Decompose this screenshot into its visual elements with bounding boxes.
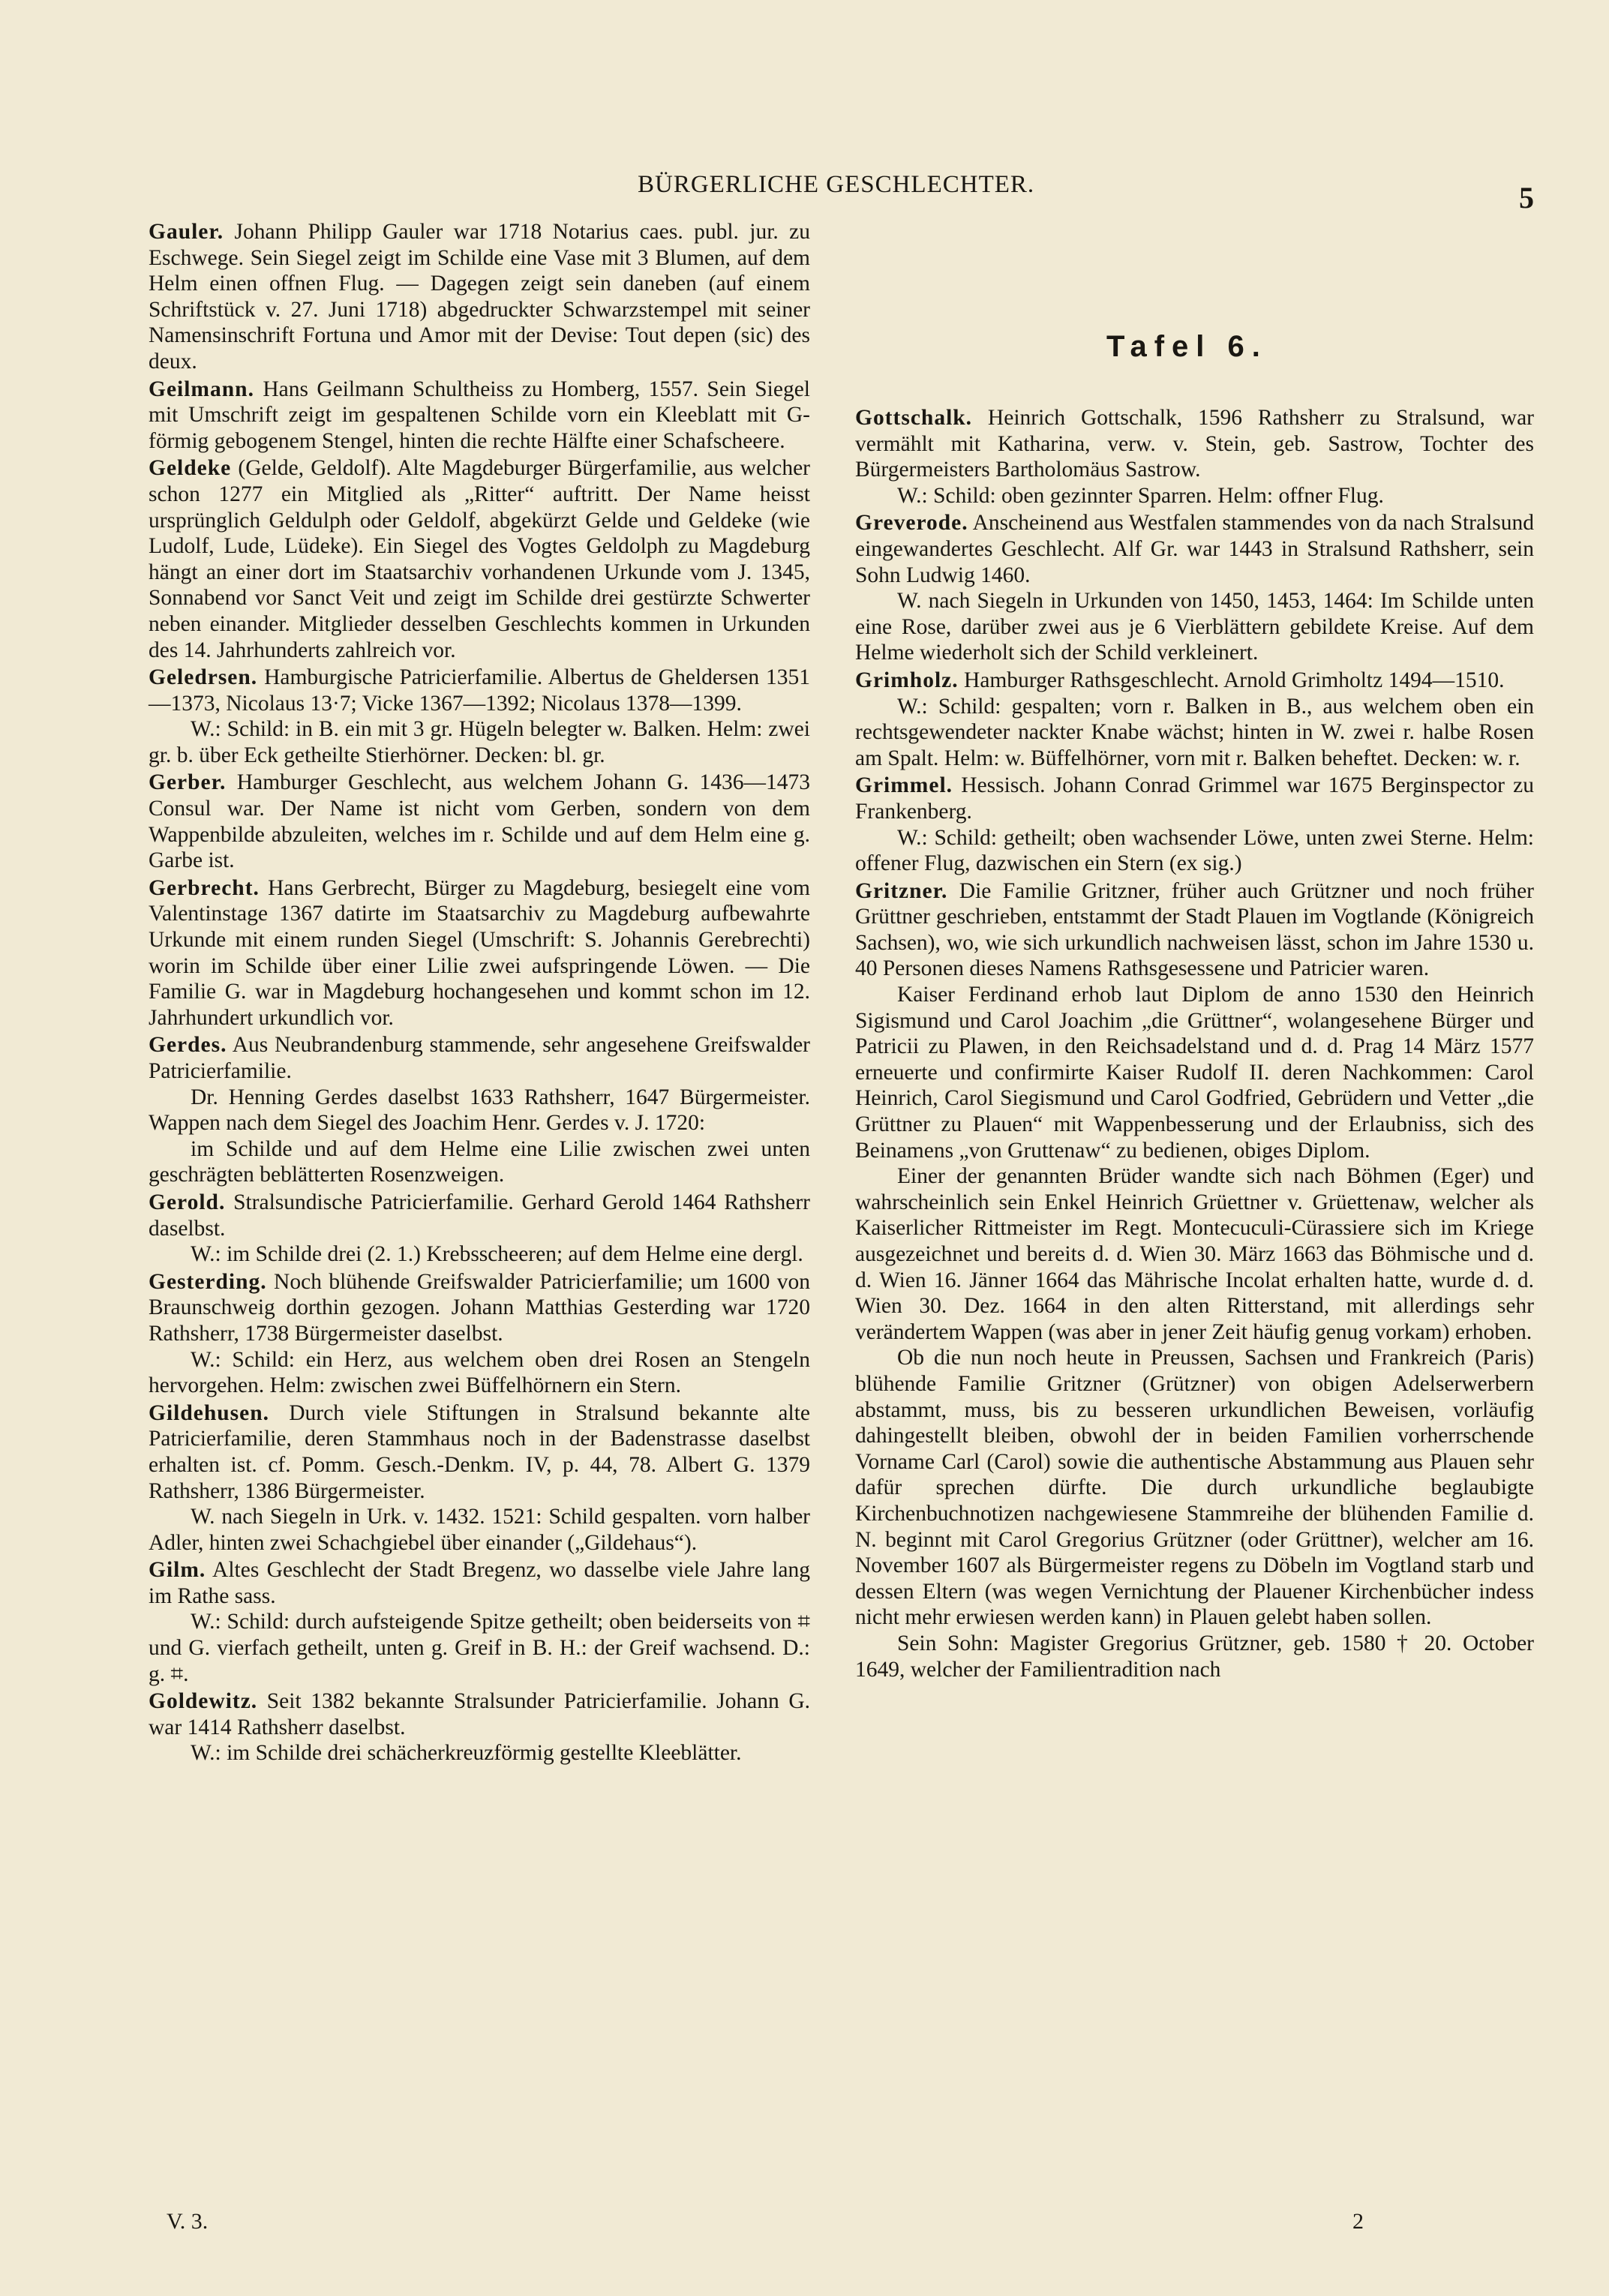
entry-paragraph xyxy=(149,1400,810,1504)
continuation-paragraph xyxy=(855,483,1534,509)
entry-text: Hans Geilmann Schultheiss zu Homberg, 1557. Sein Siegel mit Umschrift zeigt im gespaltenen Schilde vorn ein Kleeblatt mit G-förmig gebogenem Stengel, hinten die rechte Hälfte einer Schafscheere. xyxy=(149,377,810,453)
entry-text: Hamburger Geschlecht, aus welchem Johann G. 1436—1473 Consul war. Der Name ist nicht vom Gerben, sondern von dem Wappenbilde abzuleiten, welches im r. Schilde und auf dem Helm eine g. Garbe ist. xyxy=(149,770,810,873)
entry-paragraph xyxy=(149,1688,810,1740)
entry-paragraph xyxy=(855,510,1534,588)
plate-heading: Tafel 6. xyxy=(1106,330,1268,363)
entry-surname: Gerber. xyxy=(149,770,227,795)
continuation-paragraph xyxy=(855,982,1534,1163)
entry-text: W.: Schild: ein Herz, aus welchem oben drei Rosen an Stengeln hervorgehen. Helm: zwischen zwei Büffelhörnern ein Stern. xyxy=(149,1347,810,1398)
entry-text: Hans Gerbrecht, Bürger zu Magdeburg, besiegelt eine vom Valentinstage 1367 datirte im Staatsarchiv zu Magdeburg aufbewahrte Urkunde mit einem runden Siegel (Umschrift: S. Johannis Gerebrechti) worin im Schilde über einer Lilie zwei aufspringende Löwen. — Die Familie G. war in Magdeburg hochangesehen und kommt schon im 12. Jahrhundert urkundlich vor. xyxy=(149,875,810,1030)
entry-text: W.: im Schilde drei schächerkreuzförmig gestellte Kleeblätter. xyxy=(191,1741,742,1766)
entry-text: W. nach Siegeln in Urk. v. 1432. 1521: Schild gespalten. vorn halber Adler, hinten zwei Schachgiebel über einander („Gildehaus“). xyxy=(149,1505,810,1555)
volume-signature: V. 3. xyxy=(167,2209,209,2234)
running-header: BÜRGERLICHE GESCHLECHTER. xyxy=(638,171,1035,198)
entry-text: W.: im Schilde drei (2. 1.) Krebsscheeren; auf dem Helme eine dergl. xyxy=(191,1242,803,1267)
continuation-paragraph xyxy=(149,1347,810,1399)
entry-text: Altes Geschlecht der Stadt Bregenz, wo dasselbe viele Jahre lang im Rathe sass. xyxy=(149,1558,810,1608)
entry-surname: Gritzner. xyxy=(855,878,948,903)
continuation-paragraph xyxy=(149,1504,810,1556)
continuation-paragraph xyxy=(149,1740,810,1766)
entry-surname: Geilmann. xyxy=(149,377,254,401)
entry-surname: Gauler. xyxy=(149,220,224,244)
entry-paragraph xyxy=(149,875,810,1031)
continuation-paragraph xyxy=(149,1241,810,1268)
entry-text: im Schilde und auf dem Helme eine Lilie zwischen zwei unten geschrägten beblätterten Rosenzweigen. xyxy=(149,1136,810,1187)
entry-text: Johann Philipp Gauler war 1718 Notarius caes. publ. jur. zu Eschwege. Sein Siegel zeigt im Schilde eine Vase mit 3 Blumen, auf dem Helm einen offnen Flug. — Dagegen zeigt sein daneben (auf einem Schriftstück v. 27. Juni 1718) abgedruckter Schwarzstempel mit seiner Namensinschrift Fortuna und Amor mit der Devise: Tout depen (sic) des deux. xyxy=(149,220,810,374)
continuation-paragraph xyxy=(855,694,1534,772)
entry-paragraph xyxy=(149,377,810,455)
entry-paragraph xyxy=(149,770,810,873)
entry-text: Sein Sohn: Magister Gregorius Grützner, geb. 1580 † 20. October 1649, welcher der Familientradition nach xyxy=(855,1631,1534,1682)
entry-surname: Gesterding. xyxy=(149,1269,267,1294)
entry-paragraph xyxy=(149,1557,810,1609)
entry-text: W.: Schild: getheilt; oben wachsender Löwe, unten zwei Sterne. Helm: offener Flug, dazwischen ein Stern (ex sig.) xyxy=(855,825,1534,876)
entry-text: (Gelde, Geldolf). Alte Magdeburger Bürgerfamilie, aus welcher schon 1277 ein Mitglied als „Ritter“ auftritt. Der Name heisst ursprünglich Geldulph oder Geldolf, abgekürzt Gelde und Geldeke (wie Ludolf, Lude, Lüdeke). Ein Siegel des Vogtes Geldolph zu Magdeburg hängt an einer dort im Staatsarchiv vorhandenen Urkunde vom J. 1345, Sonnabend vor Sanct Veit und zeigt im Schilde drei gestürzte Schwerter neben einander. Mitglieder desselben Geschlechts kommen in Urkunden des 14. Jahrhunderts zahlreich vor. xyxy=(149,456,810,662)
entry-text: W.: Schild: durch aufsteigende Spitze getheilt; oben beiderseits von ⌗ und G. vierfach getheilt, unten g. Greif in B. H.: der Greif wachsend. D.: g. ⌗. xyxy=(149,1610,810,1686)
continuation-paragraph xyxy=(149,1609,810,1687)
entry-surname: Grimmel. xyxy=(855,773,953,798)
continuation-paragraph xyxy=(855,825,1534,877)
sheet-signature: 2 xyxy=(1352,2209,1364,2234)
entry-text: Hessisch. Johann Conrad Grimmel war 1675 Berginspector zu Frankenberg. xyxy=(855,773,1534,824)
entry-text: Hamburgische Patricierfamilie. Albertus de Gheldersen 1351—1373, Nicolaus 13·7; Vicke 1367—1392; Nicolaus 1378—1399. xyxy=(149,665,810,716)
entry-text: Einer der genannten Brüder wandte sich nach Böhmen (Eger) und wahrscheinlich sein Enkel Heinrich Grüettner v. Grüettenaw, welcher als Kaiserlicher Rittmeister im Regt. Montecuculi-Cürassiere sich im Kriege ausgezeichnet und bereits d. d. Wien 30. März 1663 das Böhmische und d. d. Wien 16. Jänner 1664 das Mährische Incolat erhalten hatte, wurde d. d. Wien 30. Dez. 1664 in den alten Ritterstand, mit allerdings sehr verändertem Wappen (was aber in jener Zeit häufig genug vorkam) erhoben. xyxy=(855,1164,1534,1344)
right-column xyxy=(855,404,1534,1682)
entry-surname: Gerold. xyxy=(149,1190,226,1214)
entry-surname: Gerdes. xyxy=(149,1033,227,1058)
entry-text: Die Familie Gritzner, früher auch Grützner und noch früher Grüttner geschrieben, entstammt der Stadt Plauen im Vogtlande (Königreich Sachsen), wo, wie sich urkundlich nachweisen lässt, schon im Jahre 1530 u. 40 Personen dieses Namens Rathsgesessene und Patricier waren. xyxy=(855,878,1534,981)
entry-text: W.: Schild: oben gezinnter Sparren. Helm: offner Flug. xyxy=(897,483,1384,508)
entry-surname: Grimholz. xyxy=(855,668,959,692)
continuation-paragraph xyxy=(855,1345,1534,1631)
entry-text: W. nach Siegeln in Urkunden von 1450, 1453, 1464: Im Schilde unten eine Rose, darüber zwei aus je 6 Vierblättern gebildete Kreise. Auf dem Helme wiederholt sich der Schild verkleinert. xyxy=(855,589,1534,665)
entry-surname: Gildehusen. xyxy=(149,1400,270,1425)
entry-paragraph xyxy=(149,1032,810,1084)
continuation-paragraph xyxy=(149,716,810,768)
entry-text: Heinrich Gottschalk, 1596 Rathsherr zu Stralsund, war vermählt mit Katharina, verw. v. Stein, geb. Sastrow, Tochter des Bürgermeisters Bartholomäus Sastrow. xyxy=(855,406,1534,482)
continuation-paragraph xyxy=(855,1631,1534,1682)
entry-text: Anscheinend aus Westfalen stammendes von da nach Stralsund eingewandertes Geschlecht. Alf Gr. war 1443 in Stralsund Rathsherr, sein Sohn Ludwig 1460. xyxy=(855,511,1534,587)
entry-paragraph xyxy=(149,1190,810,1241)
entry-text: Hamburger Rathsgeschlecht. Arnold Grimholtz 1494—1510. xyxy=(958,668,1505,692)
entry-surname: Goldewitz. xyxy=(149,1689,258,1714)
entry-text: Dr. Henning Gerdes daselbst 1633 Rathsherr, 1647 Bürgermeister. Wappen nach dem Siegel des Joachim Henr. Gerdes v. J. 1720: xyxy=(149,1085,810,1136)
entry-text: W.: Schild: gespalten; vorn r. Balken in B., aus welchem oben ein rechtsgewendeter nackter Knabe wächst; hinten in W. zwei r. halbe Rosen am Spalt. Helm: w. Büffelhörner, vorn mit r. Balken beheftet. Decken: w. r. xyxy=(855,694,1534,770)
entry-surname: Greverode. xyxy=(855,511,968,536)
entry-text: Aus Neubrandenburg stammende, sehr angesehene Greifswalder Patricierfamilie. xyxy=(149,1033,810,1083)
entry-surname: Gottschalk. xyxy=(855,406,973,430)
entry-paragraph xyxy=(855,878,1534,982)
continuation-paragraph xyxy=(149,1085,810,1136)
entry-paragraph xyxy=(149,219,810,375)
entry-paragraph xyxy=(149,1269,810,1347)
entry-text: Noch blühende Greifswalder Patricierfamilie; um 1600 von Braunschweig dorthin gezogen. Johann Matthias Gesterding war 1720 Rathsherr, 1738 Bürgermeister daselbst. xyxy=(149,1269,810,1346)
entry-surname: Gerbrecht. xyxy=(149,875,260,900)
entry-paragraph xyxy=(855,668,1534,694)
entry-text: Ob die nun noch heute in Preussen, Sachsen und Frankreich (Paris) blühende Familie Gritzner (Grützner) von obigen Adelserwerbern abstammt, muss, bis zu besseren urkundlichen Beweisen, vorläufig dahingestellt bleiben, obwohl der in beiden Familien vorherrschende Vorname Carl (Carol) sowie die authentische Abstammung aus Plauen sehr dafür sprechen dürfte. Die durch urkundliche beglaubigte Kirchenbuchnotizen nachgewiesene Stammreihe der blühenden Familie d. N. beginnt mit Carol Gregorius Grützner (oder Grüttner), welcher am 16. November 1607 als Bürgermeister regens zu Döbeln im Vogtland starb und dessen Eltern (was wegen Vernichtung der Plauener Kirchenbücher indess nicht mehr erwiesen werden kann) in Plauen gelebt haben sollen. xyxy=(855,1346,1534,1630)
entry-text: W.: Schild: in B. ein mit 3 gr. Hügeln belegter w. Balken. Helm: zwei gr. b. über Eck getheilte Stierhörner. Decken: bl. gr. xyxy=(149,717,810,767)
continuation-paragraph xyxy=(149,1136,810,1188)
entry-paragraph xyxy=(855,773,1534,824)
left-column xyxy=(149,218,810,1766)
entry-surname: Geldeke xyxy=(149,456,232,481)
entry-text: Seit 1382 bekannte Stralsunder Patricierfamilie. Johann G. war 1414 Rathsherr daselbst. xyxy=(149,1689,810,1739)
entry-text: Kaiser Ferdinand erhob laut Diplom de anno 1530 den Heinrich Sigismund und Carol Joachim „die Grüttner“, wolangesehene Bürger und Patricii zu Plawen, in den Reichsadelstand und d. d. Prag 14 März 1577 erneuerte und confirmirte Kaiser Rudolf II. deren Nachkommen: Carol Heinrich, Carol Siegismund und Carol Godfried, Gebrüdern und Vetter „die Grüttner zu Plauen“ mit Wappenbesserung und der Erlaubniss, sich des Beinamens „von Gruttenaw“ zu bedienen, obiges Diplom. xyxy=(855,983,1534,1163)
entry-text: Stralsundische Patricierfamilie. Gerhard Gerold 1464 Rathsherr daselbst. xyxy=(149,1190,810,1241)
entry-surname: Geledrsen. xyxy=(149,665,258,690)
entry-surname: Gilm. xyxy=(149,1558,206,1583)
entry-text: Durch viele Stiftungen in Stralsund bekannte alte Patricierfamilie, deren Stammhaus noch in der Badenstrasse daselbst erhalten ist. cf. Pomm. Gesch.-Denkm. IV, p. 44, 78. Albert G. 1379 Rathsherr, 1386 Bürgermeister. xyxy=(149,1400,810,1503)
continuation-paragraph xyxy=(855,588,1534,666)
page-number: 5 xyxy=(1519,181,1534,215)
continuation-paragraph xyxy=(855,1163,1534,1345)
entry-paragraph xyxy=(149,455,810,663)
entry-paragraph xyxy=(855,405,1534,483)
entry-paragraph xyxy=(149,665,810,716)
